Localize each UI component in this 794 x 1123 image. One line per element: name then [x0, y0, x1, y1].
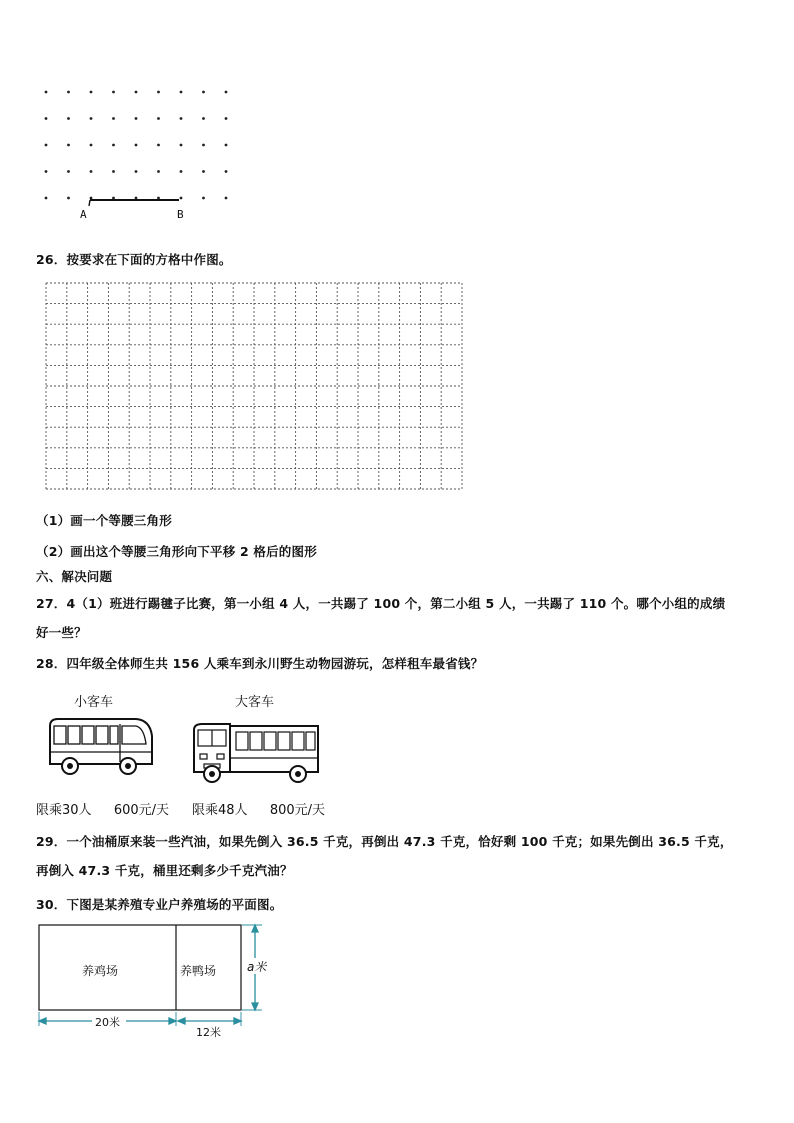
segment-ab-tick: [89, 200, 90, 206]
dot-grid-figure: [30, 78, 240, 228]
q28-title: 28．四年级全体师生共 156 人乘车到永川野生动物园游玩，怎样租车最省钱？: [36, 656, 484, 671]
grid-dot: [180, 91, 183, 94]
grid-dot: [135, 197, 138, 200]
grid-dot: [180, 197, 183, 200]
grid-dot: [90, 170, 93, 173]
dimension-20m: 20米: [95, 1016, 120, 1029]
small-bus-info: [36, 799, 169, 818]
grid-dot: [67, 117, 70, 120]
q26-title: 26．按要求在下面的方格中作图。: [36, 252, 232, 267]
grid-dot: [225, 91, 228, 94]
grid-dot: [45, 117, 48, 120]
grid-dot: [202, 170, 205, 173]
grid-dot: [90, 197, 93, 200]
q29-line1: 29．一个油桶原来装一些汽油，如果先倒入 36.5 千克，再倒出 47.3 千克，恰好剩 100 千克；如果先倒出 36.5 千克，: [36, 834, 733, 849]
grid-dot: [225, 170, 228, 173]
grid-dot: [157, 170, 160, 173]
grid-dot: [45, 144, 48, 147]
grid-dot: [112, 170, 115, 173]
grid-dot: [157, 91, 160, 94]
small-bus-image: [44, 714, 156, 782]
big-bus-price: 800元/天: [269, 803, 326, 818]
grid-dot: [90, 144, 93, 147]
small-bus-price: 600元/天: [113, 803, 170, 818]
big-bus-image: [190, 720, 322, 786]
section-heading: 六、解决问题: [36, 569, 113, 584]
grid-dot: [157, 117, 160, 120]
grid-dot: [135, 170, 138, 173]
grid-dot: [135, 91, 138, 94]
dimension-12m: 12米: [196, 1026, 221, 1039]
grid-dot: [225, 144, 228, 147]
grid-dot: [67, 197, 70, 200]
q30-title: 30．下图是某养殖专业户养殖场的平面图。: [36, 897, 283, 912]
grid-dot: [202, 144, 205, 147]
chicken-farm-label: 养鸡场: [82, 964, 119, 978]
q29-line2: 再倒入 47.3 千克，桶里还剩多少千克汽油？: [36, 863, 293, 878]
grid-dot: [202, 197, 205, 200]
grid-dot: [157, 197, 160, 200]
grid-dot: [45, 91, 48, 94]
grid-dot: [112, 91, 115, 94]
grid-dot: [135, 144, 138, 147]
small-bus-capacity: 限乘30人: [36, 803, 92, 818]
small-bus-name: 小客车: [74, 695, 114, 710]
label-b: B: [177, 208, 184, 221]
grid-dot: [202, 91, 205, 94]
grid-dot: [67, 91, 70, 94]
grid-dot: [112, 197, 115, 200]
grid-dot: [135, 117, 138, 120]
q26-part1: （1）画一个等腰三角形: [36, 513, 172, 528]
farm-plan-diagram: [34, 920, 274, 1042]
big-bus-name: 大客车: [235, 695, 275, 710]
q26-part2: （2）画出这个等腰三角形向下平移 2 格后的图形: [36, 544, 317, 559]
grid-dot: [157, 144, 160, 147]
label-a: A: [80, 208, 87, 221]
grid-dot: [67, 144, 70, 147]
big-bus-capacity: 限乘48人: [192, 803, 248, 818]
big-bus-info: [192, 799, 325, 818]
grid-dot: [180, 117, 183, 120]
grid-dot: [180, 144, 183, 147]
grid-dot: [112, 144, 115, 147]
grid-dot: [112, 117, 115, 120]
grid-dot: [45, 197, 48, 200]
grid-dot: [45, 170, 48, 173]
q27-line2: 好一些？: [36, 625, 87, 640]
grid-dot: [67, 170, 70, 173]
dot-grid-dots: [45, 91, 228, 200]
grid-dot: [225, 117, 228, 120]
q27-line1: 27．4（1）班进行踢毽子比赛，第一小组 4 人，一共踢了 100 个，第二小组 5 人，一共踢了 110 个。哪个小组的成绩: [36, 596, 726, 611]
grid-dot: [202, 117, 205, 120]
grid-dot: [90, 117, 93, 120]
grid-dot: [225, 197, 228, 200]
duck-farm-label: 养鸭场: [180, 964, 217, 978]
grid-dot: [180, 170, 183, 173]
square-grid: [45, 282, 463, 490]
width-label: a米: [247, 960, 267, 974]
grid-dot: [90, 91, 93, 94]
